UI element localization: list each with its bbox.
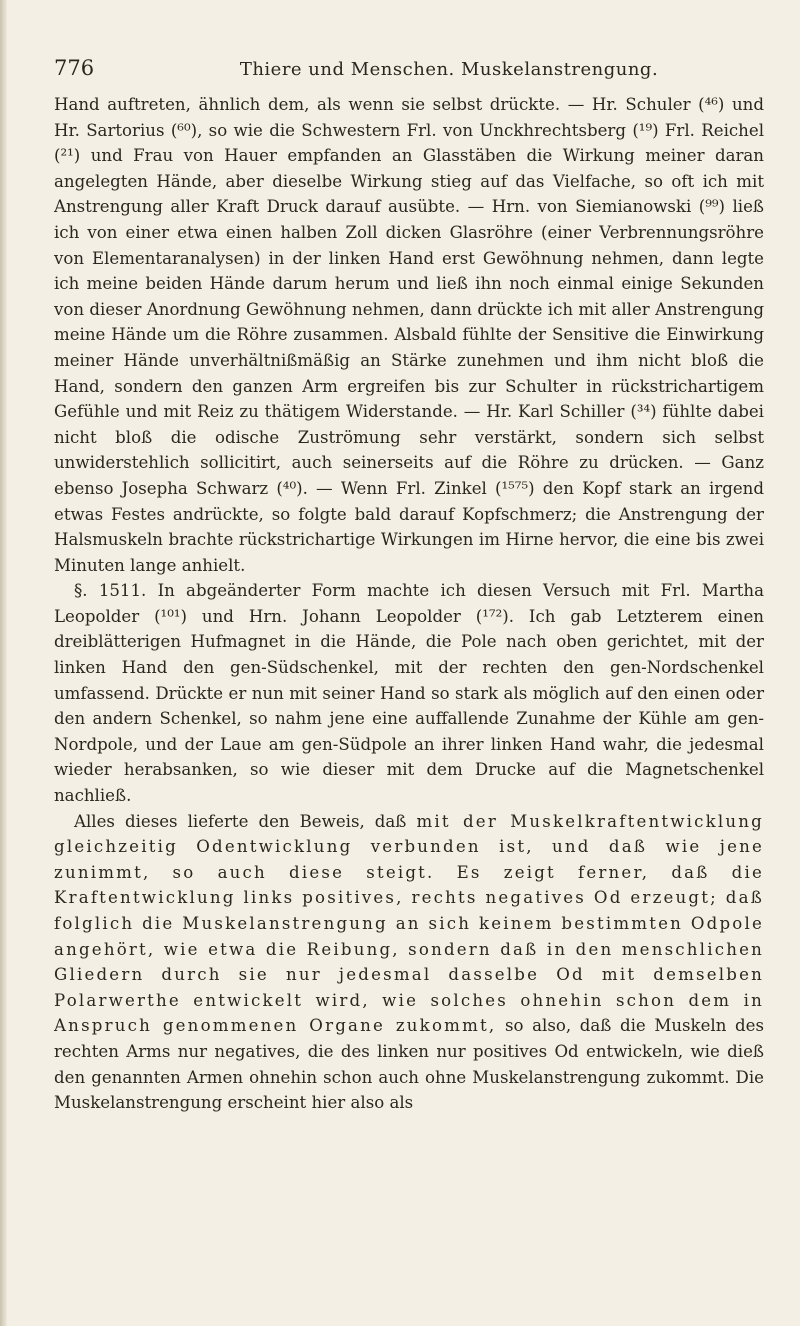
page-spine-shadow xyxy=(0,0,7,1326)
page-number: 776 xyxy=(54,56,95,80)
page-header xyxy=(54,56,764,86)
paragraph-3-tail: so also, daß die Muskeln des rechten Arms nur negatives, die des linken nur positives Od entwickeln, wie dieß den genannten Armen ohnehin schon auch ohne Muskelanstrengung zukommt. Die Muskelanstrengung erscheint hier also als xyxy=(54,1016,764,1113)
paragraph-2: §. 1511. In abgeänderter Form machte ich diesen Versuch mit Frl. Martha Leopolder (¹⁰¹) und Hrn. Johann Leopolder (¹⁷²). Ich gab Letzterem einen dreiblätterigen Hufmagnet in die Hände, die Pole nach oben gerichtet, mit der linken Hand den gen-Südschenkel, mit der rechten den gen-Nordschenkel umfassend. Drückte er nun mit seiner Hand so stark als möglich auf den einen oder den andern Schenkel, so nahm jene eine auffallende Zunahme der Kühle am gen-Nordpole, und der Laue am gen-Südpole an ihrer linken Hand wahr, die jedesmal wieder herabsanken, so wie dieser mit dem Drucke auf die Magnetschenkel nachließ. xyxy=(54,581,764,806)
paragraph-3-emphasis: mit der Muskelkraftentwicklung gleichzeitig Odentwicklung verbunden ist, und daß wie jene zunimmt, so auch diese steigt. Es zeigt ferner, daß die Kraftentwicklung links positives, rechts negatives Od erzeugt; daß folglich die Muskelanstrengung an sich keinem bestimmten Odpole angehört, wie etwa die Reibung, sondern daß in den menschlichen Gliedern durch sie nur jedesmal dasselbe Od mit demselben Polarwerthe entwickelt wird, wie solches ohnehin schon dem in Anspruch genommenen Organe zukommt, xyxy=(54,811,764,1036)
page-body xyxy=(54,92,764,1116)
paragraph-3 xyxy=(54,809,764,1116)
paragraph-1: Hand auftreten, ähnlich dem, als wenn sie selbst drückte. — Hr. Schuler (⁴⁶) und Hr. Sartorius (⁶⁰), so wie die Schwestern Frl. von Unckhrechtsberg (¹⁹) Frl. Reichel (²¹) und Frau von Hauer empfanden an Glasstäben die Wirkung meiner daran angelegten Hände, aber dieselbe Wirkung stieg auf das Vielfache, so oft ich mit Anstrengung aller Kraft Druck darauf ausübte. — Hrn. von Siemianowski (⁹⁹) ließ ich von einer etwa einen halben Zoll dicken Glasröhre (einer Verbrennungsröhre von Elementaranalysen) in der linken Hand erst Gewöhnung nehmen, dann legte ich meine beiden Hände darum herum und ließ ihn noch einmal einige Sekunden von dieser Anordnung Gewöhnung nehmen, dann drückte ich mit aller Anstrengung meine Hände um die Röhre zusammen. Alsbald fühlte der Sensitive die Einwirkung meiner Hände unverhältnißmäßig an Stärke zunehmen und ihm nicht bloß die Hand, sondern den ganzen Arm ergreifen bis zur Schulter in rückstrichartigem Gefühle und mit Reiz zu thätigem Widerstande. — Hr. Karl Schiller (³⁴) fühlte dabei nicht bloß die odische Zuströmung sehr verstärkt, sondern sich selbst unwiderstehlich sollicitirt, auch seinerseits auf die Röhre zu drücken. — Ganz ebenso Josepha Schwarz (⁴⁰). — Wenn Frl. Zinkel (¹⁵⁷⁵) den Kopf stark an irgend etwas Festes andrückte, so folgte bald darauf Kopfschmerz; die Anstrengung der Halsmuskeln brachte rückstrichartige Wirkungen im Hirne hervor, die eine bis zwei Minuten lange anhielt. xyxy=(54,95,764,575)
paragraph-3-lead: Alles dieses lieferte den Beweis, daß xyxy=(74,811,417,831)
running-title: Thiere und Menschen. Muskelanstrengung. xyxy=(239,59,659,80)
